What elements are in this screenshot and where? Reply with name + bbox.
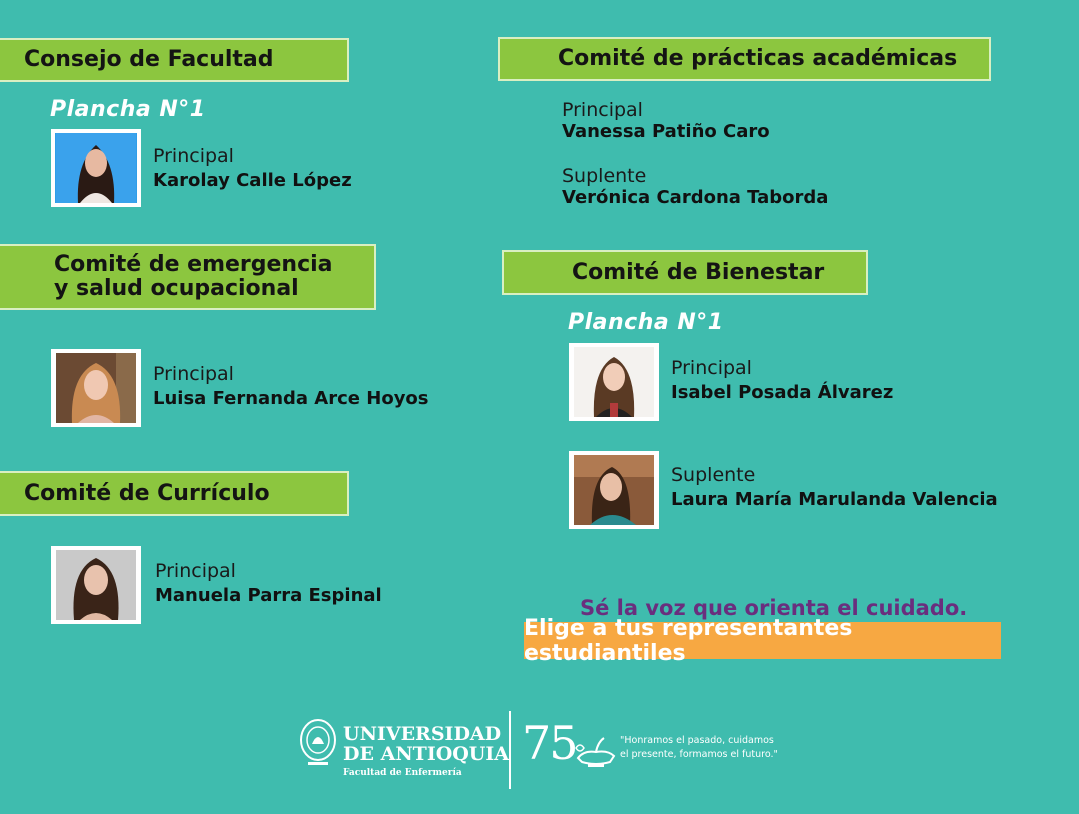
section-title: Comité de prácticas académicas	[558, 46, 958, 71]
section-title: Comité de Currículo	[24, 480, 270, 506]
section-title: Consejo de Facultad	[24, 47, 274, 72]
avatar	[51, 349, 141, 427]
member-role: Principal	[155, 560, 236, 582]
slogan: Sé la voz que orienta el cuidado.	[580, 596, 968, 620]
motto	[620, 734, 778, 762]
university-name-line1: UNIVERSIDAD	[343, 723, 502, 745]
section-title-line2: y salud ocupacional	[54, 276, 299, 301]
banner-comite-practicas	[498, 37, 991, 81]
member-role: Principal	[671, 357, 752, 379]
faculty-name: Facultad de Enfermería	[343, 768, 462, 778]
member-role: Suplente	[562, 165, 647, 187]
banner-comite-curriculo	[0, 471, 349, 516]
anniversary-number: 75	[522, 716, 577, 770]
member-role: Suplente	[671, 464, 756, 486]
plancha-label: Plancha N°1	[50, 97, 206, 122]
motto-line2: el presente, formamos el futuro."	[620, 749, 778, 760]
avatar	[51, 129, 141, 207]
portrait-image	[573, 347, 655, 417]
member-role: Principal	[562, 99, 643, 121]
section-title: Comité de Bienestar	[572, 259, 825, 285]
member-name: Isabel Posada Álvarez	[671, 382, 894, 403]
banner-comite-emergencia	[0, 244, 376, 310]
university-name-line2: DE ANTIOQUIA	[343, 743, 510, 765]
banner-consejo-de-facultad	[0, 38, 349, 82]
member-name: Manuela Parra Espinal	[155, 585, 382, 606]
footer-divider	[509, 711, 511, 789]
portrait-image	[573, 455, 655, 525]
university-name	[343, 724, 509, 764]
plancha-label: Plancha N°1	[568, 310, 724, 335]
motto-line1: "Honramos el pasado, cuidamos	[620, 735, 774, 746]
avatar	[569, 343, 659, 421]
avatar	[569, 451, 659, 529]
call-to-action-banner: Elige a tus representantes estudiantiles	[524, 622, 1001, 659]
member-name: Vanessa Patiño Caro	[562, 121, 770, 142]
university-seal-icon	[298, 716, 338, 768]
portrait-image	[55, 353, 137, 423]
member-name: Verónica Cardona Taborda	[562, 187, 829, 208]
nursing-lamp-icon	[574, 736, 618, 770]
banner-comite-bienestar	[502, 250, 868, 295]
avatar	[51, 546, 141, 624]
member-name: Karolay Calle López	[153, 170, 352, 191]
section-title-line1: Comité de emergencia	[54, 252, 333, 277]
member-role: Principal	[153, 145, 234, 167]
portrait-image	[55, 133, 137, 203]
member-name: Laura María Marulanda Valencia	[671, 489, 998, 510]
member-role: Principal	[153, 363, 234, 385]
member-name: Luisa Fernanda Arce Hoyos	[153, 388, 429, 409]
portrait-image	[55, 550, 137, 620]
